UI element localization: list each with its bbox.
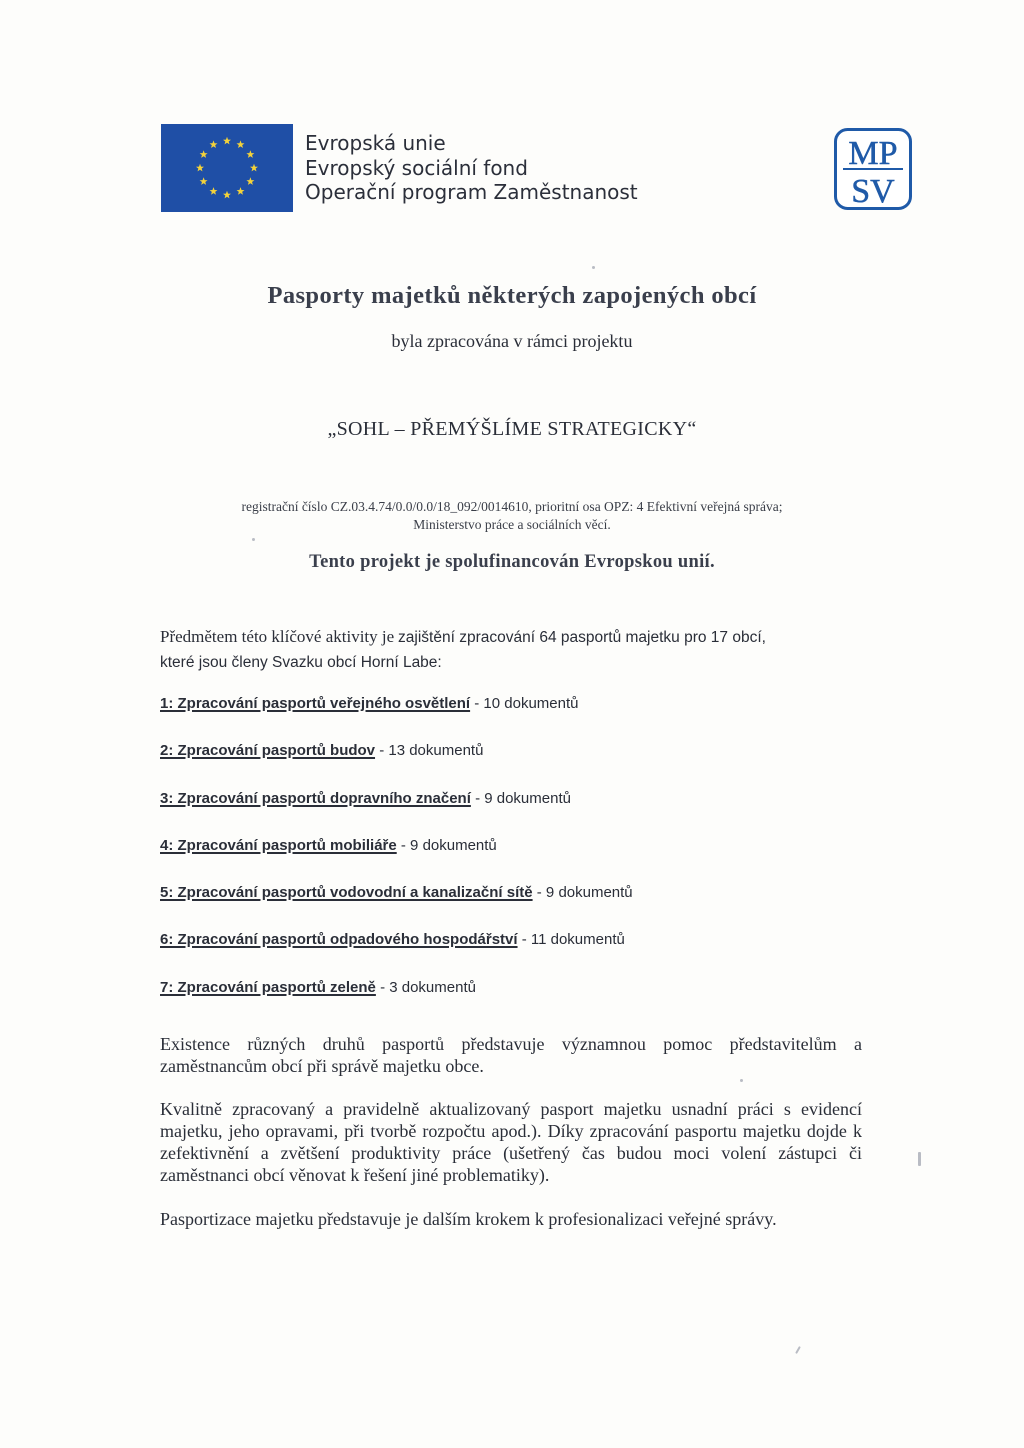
intro-lead: Předmětem této klíčové aktivity je [160,627,395,646]
activity-name: 5: Zpracování pasportů vodovodní a kanalizační sítě [160,884,533,902]
paragraph-quality: Kvalitně zpracovaný a pravidelně aktualizovaný pasport majetku usnadní práci s evidencí majetku, jeho opravami, při tvorbě rozpočtu apod.). Díky zpracování pasportu majetku dojde k zefektivnění a zvětšení produktivity práce (ušetřený čas budou moci volení zástupci či zaměstnanci obcí věnovat k řešení jiné problematiky). [160,1099,862,1185]
activity-count: - 9 dokumentů [400,836,497,854]
eu-line-union: Evropská unie [305,131,446,155]
activity-item [160,979,880,1026]
activity-list [160,695,880,1026]
activity-name: 7: Zpracování pasportů zeleně [160,978,376,996]
eu-line-fund: Evropský sociální fond [305,155,528,180]
subtitle: byla zpracována v rámci projektu [391,331,633,351]
registration-info [0,498,1024,534]
activity-count: - 11 dokumentů [521,931,625,949]
activity-count: - 10 dokumentů [474,695,579,712]
page-title: Pasporty majetků některých zapojených obcí [267,282,757,309]
activity-item [160,790,880,837]
activity-item [160,837,880,884]
activity-count: - 9 dokumentů [475,789,571,807]
activity-name: 3: Zpracování pasportů dopravního značení [160,789,471,807]
activity-item [160,695,880,742]
scan-speck [795,1346,801,1354]
eu-flag-icon [161,124,293,212]
activity-name: 1: Zpracování pasportů veřejného osvětlení [160,695,471,712]
scan-speck [740,1079,743,1082]
scan-speck [592,266,595,269]
eu-line-program: Operační program Zaměstnanost [305,180,638,204]
intro-text [160,624,870,675]
paragraph-existence: Existence různých druhů pasportů představuje významnou pomoc představitelům a zaměstnancům obcí při správě majetku obce. [160,1034,862,1076]
intro-rest: zajištění zpracování 64 pasportů majetku pro 17 obcí, [398,629,766,646]
activity-name: 2: Zpracování pasportů budov [160,742,376,760]
paragraph-passportization: Pasportizace majetku představuje je dalším krokem k profesionalizaci veřejné správy. [160,1209,777,1229]
scan-speck [252,538,255,541]
activity-count: - 3 dokumentů [380,978,476,996]
mpsv-logo-bottom-text: SV [851,173,895,210]
activity-item [160,742,880,789]
registration-line-1: registrační číslo CZ.03.4.74/0.0/0.0/18_092/0014610, prioritní osa OPZ: 4 Efektivní veřejná správa; [241,499,783,514]
intro-line-2: které jsou členy Svazku obcí Horní Labe: [160,654,442,671]
cofinancing-note: Tento projekt je spolufinancován Evropskou unií. [309,552,715,572]
eu-program-text [305,131,638,205]
project-name: „SOHL – PŘEMÝŠLÍME STRATEGICKY“ [327,418,697,440]
activity-item [160,931,880,978]
scan-speck [918,1152,921,1166]
registration-line-2: Ministerstvo práce a sociálních věcí. [413,517,611,532]
activity-name: 6: Zpracování pasportů odpadového hospodářství [160,931,518,949]
mpsv-logo [834,128,912,210]
activity-count: - 13 dokumentů [379,742,484,760]
activity-count: - 9 dokumentů [536,884,633,902]
activity-name: 4: Zpracování pasportů mobiliáře [160,836,397,854]
activity-item [160,884,880,931]
mpsv-logo-top-text: MP [848,135,898,172]
